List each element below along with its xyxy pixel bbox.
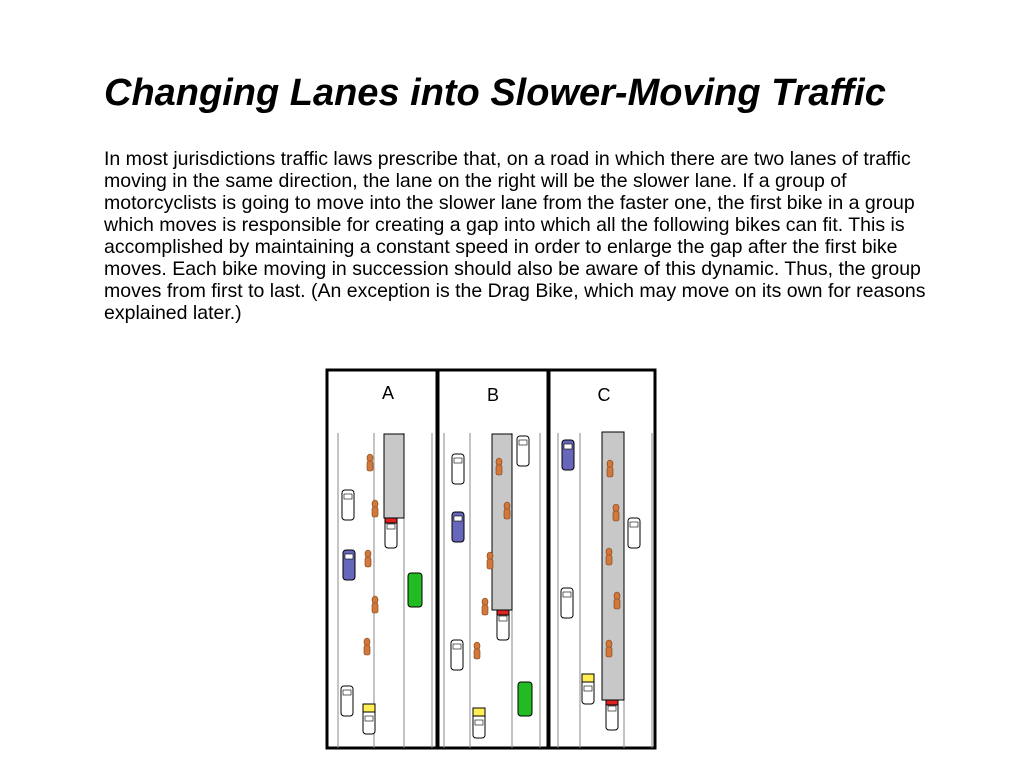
motorcycle: [487, 552, 493, 569]
car-white: [452, 454, 464, 484]
car-blue: [562, 440, 574, 470]
car-white: [341, 686, 353, 716]
car-white: [628, 518, 640, 548]
car-yellow: [582, 674, 594, 704]
slide-title: Changing Lanes into Slower-Moving Traffic: [104, 72, 886, 114]
lane-diagram-svg: [322, 368, 658, 752]
car-red-roof: [385, 518, 397, 548]
car-yellow: [363, 704, 375, 734]
motorcycle: [496, 458, 502, 475]
panel-b-label: B: [486, 385, 500, 405]
motorcycle: [606, 640, 612, 657]
car-blue: [452, 512, 464, 542]
motorcycle: [607, 460, 613, 477]
motorcycle: [372, 500, 378, 517]
car-white: [561, 588, 573, 618]
car-white: [517, 436, 529, 466]
motorcycle: [504, 502, 510, 519]
motorcycle: [365, 550, 371, 567]
lane-diagram: [322, 368, 658, 752]
motorcycle: [474, 642, 480, 659]
motorcycle: [614, 592, 620, 609]
motorcycle: [606, 548, 612, 565]
car-blue: [343, 550, 355, 580]
panel-a-label: A: [381, 383, 395, 403]
motorcycle: [482, 598, 488, 615]
motorcycle: [613, 504, 619, 521]
panel-c-label: C: [597, 385, 611, 405]
car-white: [451, 640, 463, 670]
motorcycle: [367, 454, 373, 471]
car-green: [518, 682, 532, 716]
car-red-roof: [606, 700, 618, 730]
slide-paragraph: In most jurisdictions traffic laws prescribe that, on a road in which there are two lanes of traffic moving in the same direction, the lane on the right will be the slower lane. If a group of motorcyclists is going to move into the slower lane from the faster one, the first bike in a group which moves is responsible for creating a gap into which all the following bikes can fit. This is accomplished by maintaining a constant speed in order to enlarge the gap after the first bike moves. Each bike moving in succession should also be aware of this dynamic. Thus, the group moves from first to last. (An exception is the Drag Bike, which may move on its own for reasons explained later.): [104, 148, 926, 324]
gap-zone-a: [384, 434, 404, 518]
car-white: [342, 490, 354, 520]
car-green: [408, 573, 422, 607]
car-yellow: [473, 708, 485, 738]
car-red-roof: [497, 610, 509, 640]
motorcycle: [372, 596, 378, 613]
motorcycle: [364, 638, 370, 655]
